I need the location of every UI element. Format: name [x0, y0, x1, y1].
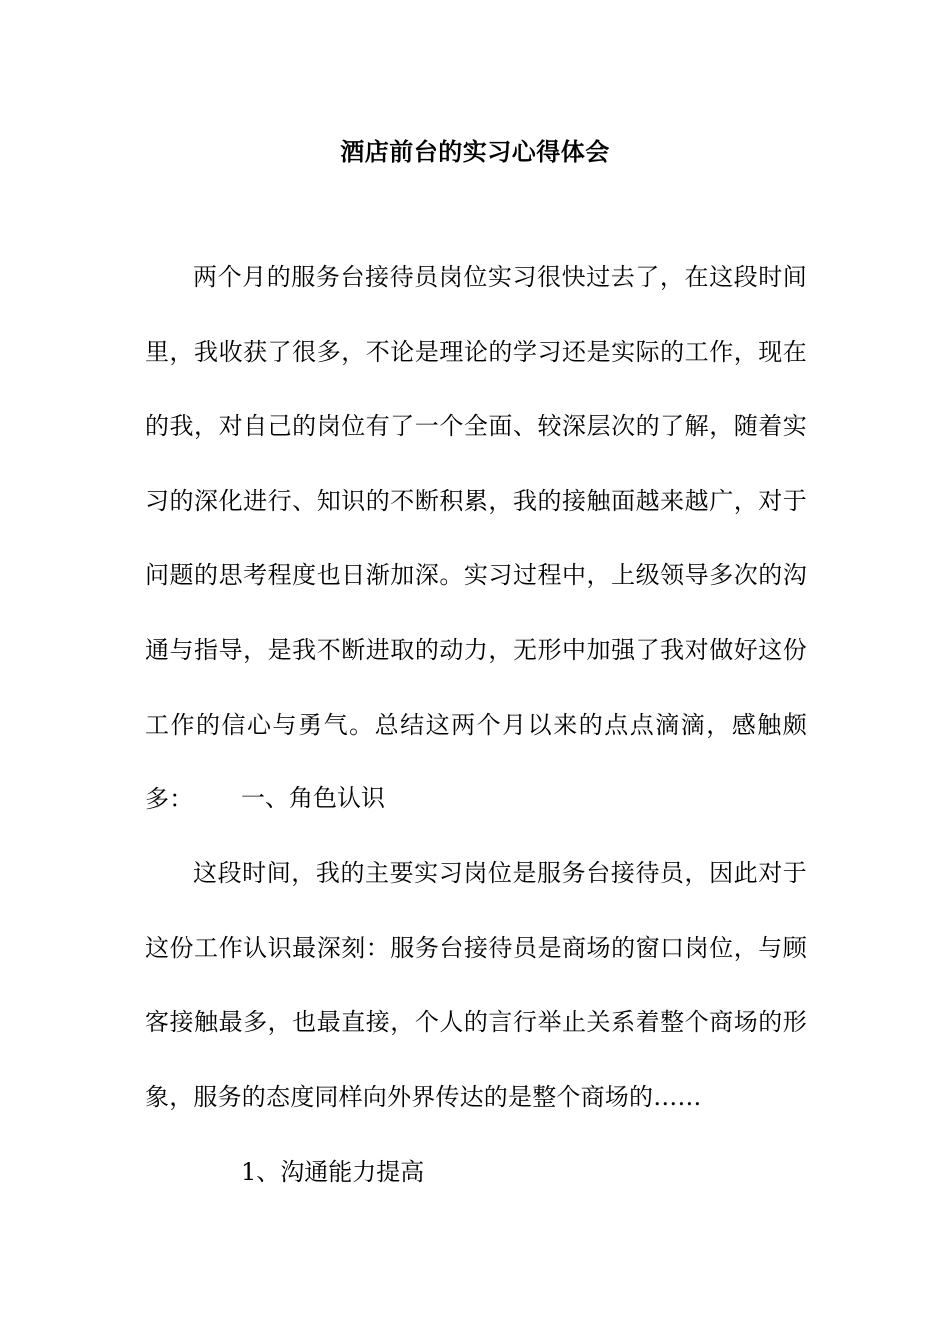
- section-heading-role: 一、角色认识: [241, 784, 385, 812]
- paragraph-intro: 两个月的服务台接待员岗位实习很快过去了，在这段时间里，我收获了很多，不论是理论的学习还是实际的工作，现在的我，对自己的岗位有了一个全面、较深层次的了解，随着实习的深化进行、知识的不断积累，我的接触面越来越广，对于问题的思考程度也日渐加深。实习过程中，上级领导多次的沟通与指导，是我不断进取的动力，无形中加强了我对做好这份工作的信心与勇气。总结这两个月以来的点点滴滴，感触颇多：: [145, 263, 807, 814]
- subsection-heading-communication: 1、沟通能力提高: [241, 1158, 425, 1186]
- paragraph-role: 这段时间，我的主要实习岗位是服务台接待员，因此对于这份工作认识最深刻：服务台接待员是商场的窗口岗位，与顾客接触最多，也最直接，个人的言行举止关系着整个商场的形象，服务的态度同样向外界传达的是整个商场的……: [145, 859, 807, 1111]
- document-title: 酒店前台的实习心得体会: [340, 137, 610, 166]
